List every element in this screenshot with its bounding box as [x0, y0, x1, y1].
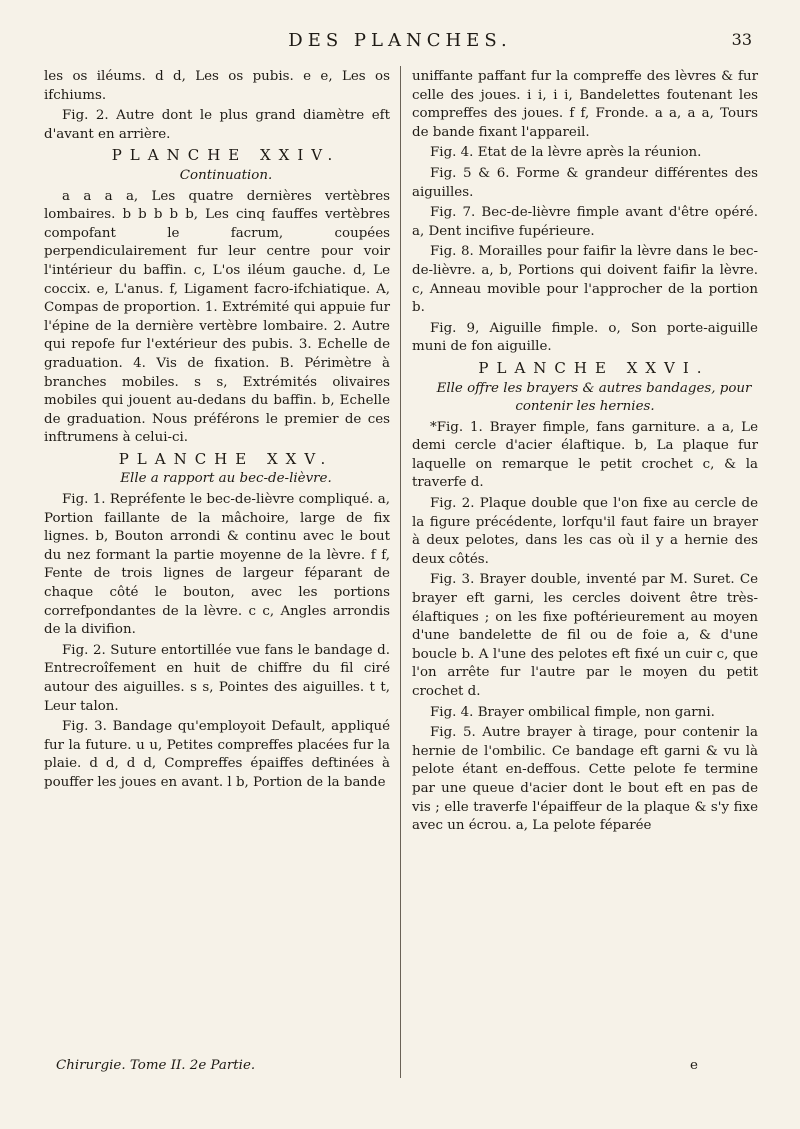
plate-heading: PLANCHE XXV. — [118, 449, 334, 468]
plate-heading: PLANCHE XXIV. — [111, 146, 341, 165]
paragraph: Fig. 1. Repréfente le bec-de-lièvre compliqué. a, Portion faillante de la mâchoire, large de fix lignes. b, Bouton arrondi & continu avec le bout du nez formant la partie moyenne de la lèvre. f f, Fente de trois lignes de largeur féparant de chaque côté le bouton, avec les portions correfpondantes de la lèvre. c c, Angles arrondis de la divifion. — [44, 492, 390, 638]
paragraph: Fig. 9, Aiguille fimple. o, Son porte-aiguille muni de fon aiguille. — [412, 320, 758, 355]
plate-heading: PLANCHE XXVI. — [478, 358, 710, 377]
paragraph: Fig. 5 & 6. Forme & grandeur différentes des aiguilles. — [412, 165, 758, 200]
paragraph: Fig. 7. Bec-de-lièvre fimple avant d'être opéré. a, Dent incifive fupérieure. — [412, 205, 758, 239]
paragraph: uniffante paffant fur la compreffe des lèvres & fur celle des joues. i i, i i, Bandelettes foutenant les compreffes des joues. f f, Fronde. a a, a a, Tours de bande fixant l'appareil. — [412, 69, 758, 140]
plate-subtitle: Elle offre les brayers & autres bandages, pour contenir les hernies. — [436, 380, 752, 415]
right-column — [412, 68, 758, 838]
paragraph: Fig. 3. Bandage qu'employoit Default, appliqué fur la future. u u, Petites compreffes placées fur la plaie. d d, d d, Compreffes épaiffes deftinées à pouffer les joues en avant. l b, Portion de la bande — [44, 719, 390, 790]
paragraph: Fig. 8. Morailles pour faifir la lèvre dans le bec-de-lièvre. a, b, Portions qui doivent faifir la lèvre. c, Anneau movible pour l'approcher de la portion b. — [412, 244, 758, 316]
paragraph: Fig. 2. Suture entortillée vue fans le bandage d. Entrecroîfement en huit de chiffre du fil ciré autour des aiguilles. s s, Pointes des aiguilles. t t, Leur talon. — [44, 642, 390, 714]
paragraph: les os iléums. d d, Les os pubis. e e, Les os ifchiums. — [44, 69, 390, 103]
plate-subtitle: Continuation. — [179, 167, 273, 183]
column-divider — [400, 66, 401, 1078]
paragraph: Fig. 2. Autre dont le plus grand diamètre eft d'avant en arrière. — [44, 108, 390, 142]
running-header — [40, 30, 760, 56]
paragraph: Fig. 4. Brayer ombilical fimple, non garni. — [430, 704, 715, 720]
paragraph: a a a a, Les quatre dernières vertèbres lombaires. b b b b b, Les cinq fauffes vertèbres compofant le facrum, coupées perpendiculairement fur leur centre pour voir l'intérieur du baffin. c, L'os iléum gauche. d, Le coccix. e, L'anus. f, Ligament facro-ifchiatique. A, Compas de proportion. 1. Extrémité qui appuie fur l'épine de la dernière vertèbre lombaire. 2. Autre qui repofe fur l'extérieur des pubis. 3. Echelle de graduation. 4. Vis de fixation. B. Périmètre à branches mobiles. s s, Extrémités olivaires mobiles qui jouent au-dedans du baffin. b, Echelle de graduation. Nous préférons le premier de ces inftrumens à celui-ci. — [44, 188, 390, 446]
plate-subtitle: Elle a rapport au bec-de-lièvre. — [120, 471, 332, 487]
paragraph: Fig. 2. Plaque double que l'on fixe au cercle de la figure précédente, lorfqu'il faut faire un brayer à deux pelotes, dans les cas où il y a hernie des deux côtés. — [412, 496, 758, 567]
paragraph: Fig. 3. Brayer double, inventé par M. Suret. Ce brayer eft garni, les cercles doivent être très-élaftiques ; on les fixe poftérieurement au moyen d'une bandelette de fil ou de foie a, & d'une boucle b. A l'une des pelotes eft fixé un cuir c, que l'on arrête fur l'autre par le moyen du petit crochet d. — [412, 572, 758, 699]
paragraph: *Fig. 1. Brayer fimple, fans garniture. a a, Le demi cercle d'acier élaftique. b, La plaque fur laquelle on remarque le petit crochet c, & la traverfe d. — [412, 419, 758, 491]
left-column — [44, 68, 390, 795]
running-title: DES PLANCHES. — [288, 30, 512, 51]
volume-footer: Chirurgie. Tome II. 2e Partie. — [56, 1058, 256, 1073]
signature-mark: e — [690, 1058, 698, 1073]
paragraph: Fig. 5. Autre brayer à tirage, pour contenir la hernie de l'ombilic. Ce bandage eft garni & vu là pelote étant en-deffous. Cette pelote fe termine par une queue d'acier dont le bout eft en pas de vis ; elle traverfe l'épaiffeur de la plaque & s'y fixe avec un écrou. a, La pelote féparée — [412, 725, 758, 834]
paragraph: Fig. 4. Etat de la lèvre après la réunion. — [430, 145, 702, 161]
page-number: 33 — [731, 30, 752, 49]
